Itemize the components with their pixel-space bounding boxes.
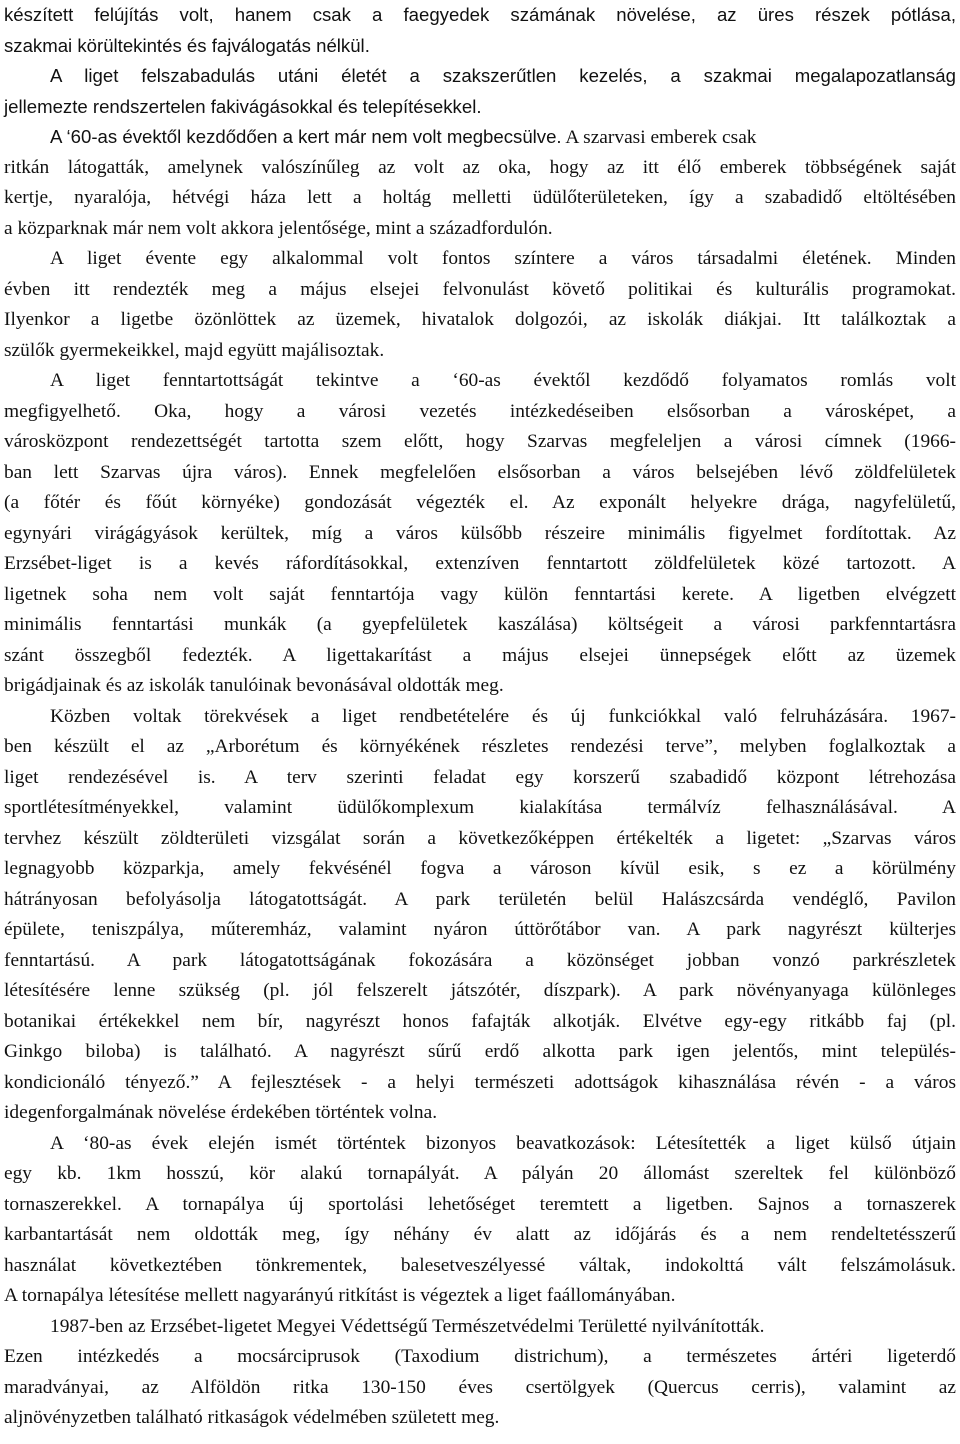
- text-line: ben készült el az „Arborétum és környékének részletes rendezési terve”, melyben foglalkoztak a: [4, 736, 956, 757]
- text-line: Ilyenkor a ligetbe özönlöttek az üzemek, hivatalok dolgozói, az iskolák diákjai. Itt találkoztak a: [4, 309, 956, 330]
- text-line: (a főtér és főút környéke) gondozását végezték el. Az exponált helyekre drága, nagyfelületű,: [4, 492, 956, 513]
- text-line: Ezen intézkedés a mocsárciprusok (Taxodium districhum), a természetes ártéri ligeterdő: [4, 1346, 956, 1367]
- text-line: ban lett Szarvas újra város). Ennek megfelelően elsősorban a város belsejében lévő zöldfelületek: [4, 461, 956, 483]
- text-line: Közben voltak törekvések a liget rendbetételére és új funkciókkal való felruházására. 1967-: [50, 705, 956, 727]
- text-line: aljnövényzetben található ritkaságok védelmében született meg.: [4, 1407, 500, 1428]
- text-line: jellemezte rendszertelen fakivágásokkal és telepítésekkel.: [4, 95, 482, 117]
- text-line: botanikai értékekkel nem bír, nagyrészt honos fafajták alkotják. Elvétve egy-egy ritkább faj (pl.: [4, 1010, 956, 1032]
- text-line: legnagyobb közparkja, amely fekvésénél fogva a városon kívül esik, s ez a körülmény: [4, 858, 956, 879]
- text-line: Erzsébet-liget is a kevés ráfordításokkal, extenzíven fenntartott zöldfelületek közé tartozott. A: [4, 553, 956, 574]
- text-line: A tornapálya létesítése mellett nagyarányú ritkítást is végeztek a liget faállományában.: [4, 1285, 676, 1306]
- text-line: szakmai körültekintés és fajválogatás nélkül.: [4, 34, 370, 56]
- text-line: kertje, nyaralója, hétvégi háza lett a holtág melletti üdülőterületeken, így a szabadidő eltöltésében: [4, 187, 956, 208]
- text-line: kondicionáló tényező.” A fejlesztések - a helyi természeti adottságok kihasználása révén - a város: [4, 1071, 956, 1093]
- text-line: tornaszerekkel. A tornapálya új sportolási lehetőséget teremtett a ligetben. Sajnos a tornaszerek: [4, 1193, 956, 1215]
- text-line: [4, 122, 956, 153]
- text-span: A ‘60-as évektől kezdődően a kert már nem volt megbecsülve.: [50, 126, 562, 147]
- text-line: Ginkgo biloba) is található. A nagyrészt sűrű erdő alkotta park igen jelentős, mint település-: [4, 1041, 956, 1062]
- text-line: egy kb. 1km hosszú, kör alakú tornapályát. A pályán 20 állomást szereltek fel különböző: [4, 1163, 956, 1184]
- text-line: karbantartását nem oldották meg, így néhány év alatt az időjárás és a nem rendeltetésszerű: [4, 1224, 956, 1245]
- text-line: egynyári virágágyások kerültek, míg a város külsőbb részeire minimális figyelmet fordítottak. Az: [4, 522, 956, 544]
- text-line: 1987-ben az Erzsébet-ligetet Megyei Védettségű Természetvédelmi Területté nyilvánították.: [50, 1315, 765, 1337]
- text-line: ritkán látogatták, amelynek valószínűleg az volt az oka, hogy az itt élő emberek többségének saját: [4, 156, 956, 178]
- text-line: maradványai, az Alföldön ritka 130-150 éves csertölgyek (Quercus cerris), valamint az: [4, 1376, 956, 1398]
- text-line: fenntartású. A park látogatottságának fokozására a közönséget jobban vonzó parkrészletek: [4, 949, 956, 971]
- text-line: szülők gyermekeikkel, majd együtt majálisoztak.: [4, 339, 385, 361]
- text-line: készített felújítás volt, hanem csak a faegyedek számának növelése, az üres részek pótlása,: [4, 4, 956, 25]
- text-line: városközpont rendezettségét tartotta szem előtt, hogy Szarvas megfeleljen a városi címnek (1966-: [4, 431, 956, 452]
- text-line: minimális fenntartási munkák (a gyepfelületek kaszálása) költségeit a városi parkfenntartásra: [4, 614, 956, 635]
- text-line: A liget fenntartottságát tekintve a ‘60-as évektől kezdődő folyamatos romlás volt: [50, 370, 956, 391]
- text-line: létesítésére lenne szükség (pl. jól felszerelt játszótér, díszpark). A park növényanyaga különleges: [4, 980, 956, 1001]
- text-line: szánt összegből fedezték. A ligettakarítást a május elsejei ünnepségek előtt az üzemek: [4, 644, 956, 666]
- text-line: A ‘80-as évek elején ismét történtek bizonyos beavatkozások: Létesítették a liget külső útjain: [50, 1132, 956, 1154]
- text-line: sportlétesítményekkel, valamint üdülőkomplexum kialakítása termálvíz felhasználásával. A: [4, 797, 956, 818]
- text-line: tervhez készült zöldterületi vizsgálat során a következőképpen értékelték a ligetet: „Szarvas város: [4, 827, 956, 849]
- text-line: évben itt rendezték meg a május elsejei felvonulást követő politikai és kulturális programokat.: [4, 278, 956, 300]
- text-line: a közparknak már nem volt akkora jelentősége, mint a századfordulón.: [4, 217, 553, 239]
- text-line: használat következtében tönkrementek, balesetveszélyessé váltak, indokolttá vált felszámolásuk.: [4, 1254, 956, 1276]
- text-line: brigádjainak és az iskolák tanulóinak bevonásával oldották meg.: [4, 675, 504, 696]
- text-line: liget rendezésével is. A terv szerinti feladat egy korszerű szabadidő központ létrehozása: [4, 766, 956, 788]
- text-line: épülete, teniszpálya, műteremház, valamint nyáron úttörőtábor van. A park nagyrészt külterjes: [4, 919, 956, 940]
- text-line: megfigyelhető. Oka, hogy a városi vezetés intézkedéseiben elsősorban a városképet, a: [4, 400, 956, 422]
- text-span: A szarvasi emberek csak: [561, 127, 757, 148]
- text-line: ligetnek soha nem volt saját fenntartója vagy külön fenntartási kerete. A ligetben elvégzett: [4, 583, 956, 605]
- text-line: idegenforgalmának növelése érdekében történtek volna.: [4, 1102, 438, 1123]
- text-line: A liget évente egy alkalommal volt fontos színtere a város társadalmi életének. Minden: [50, 248, 956, 269]
- text-line: hátrányosan befolyásolja látogatottságát. A park területén belül Halászcsárda vendéglő, Pavilon: [4, 888, 956, 910]
- document-body: [4, 0, 956, 1434]
- text-line: A liget felszabadulás utáni életét a szakszerűtlen kezelés, a szakmai megalapozatlanság: [50, 65, 956, 86]
